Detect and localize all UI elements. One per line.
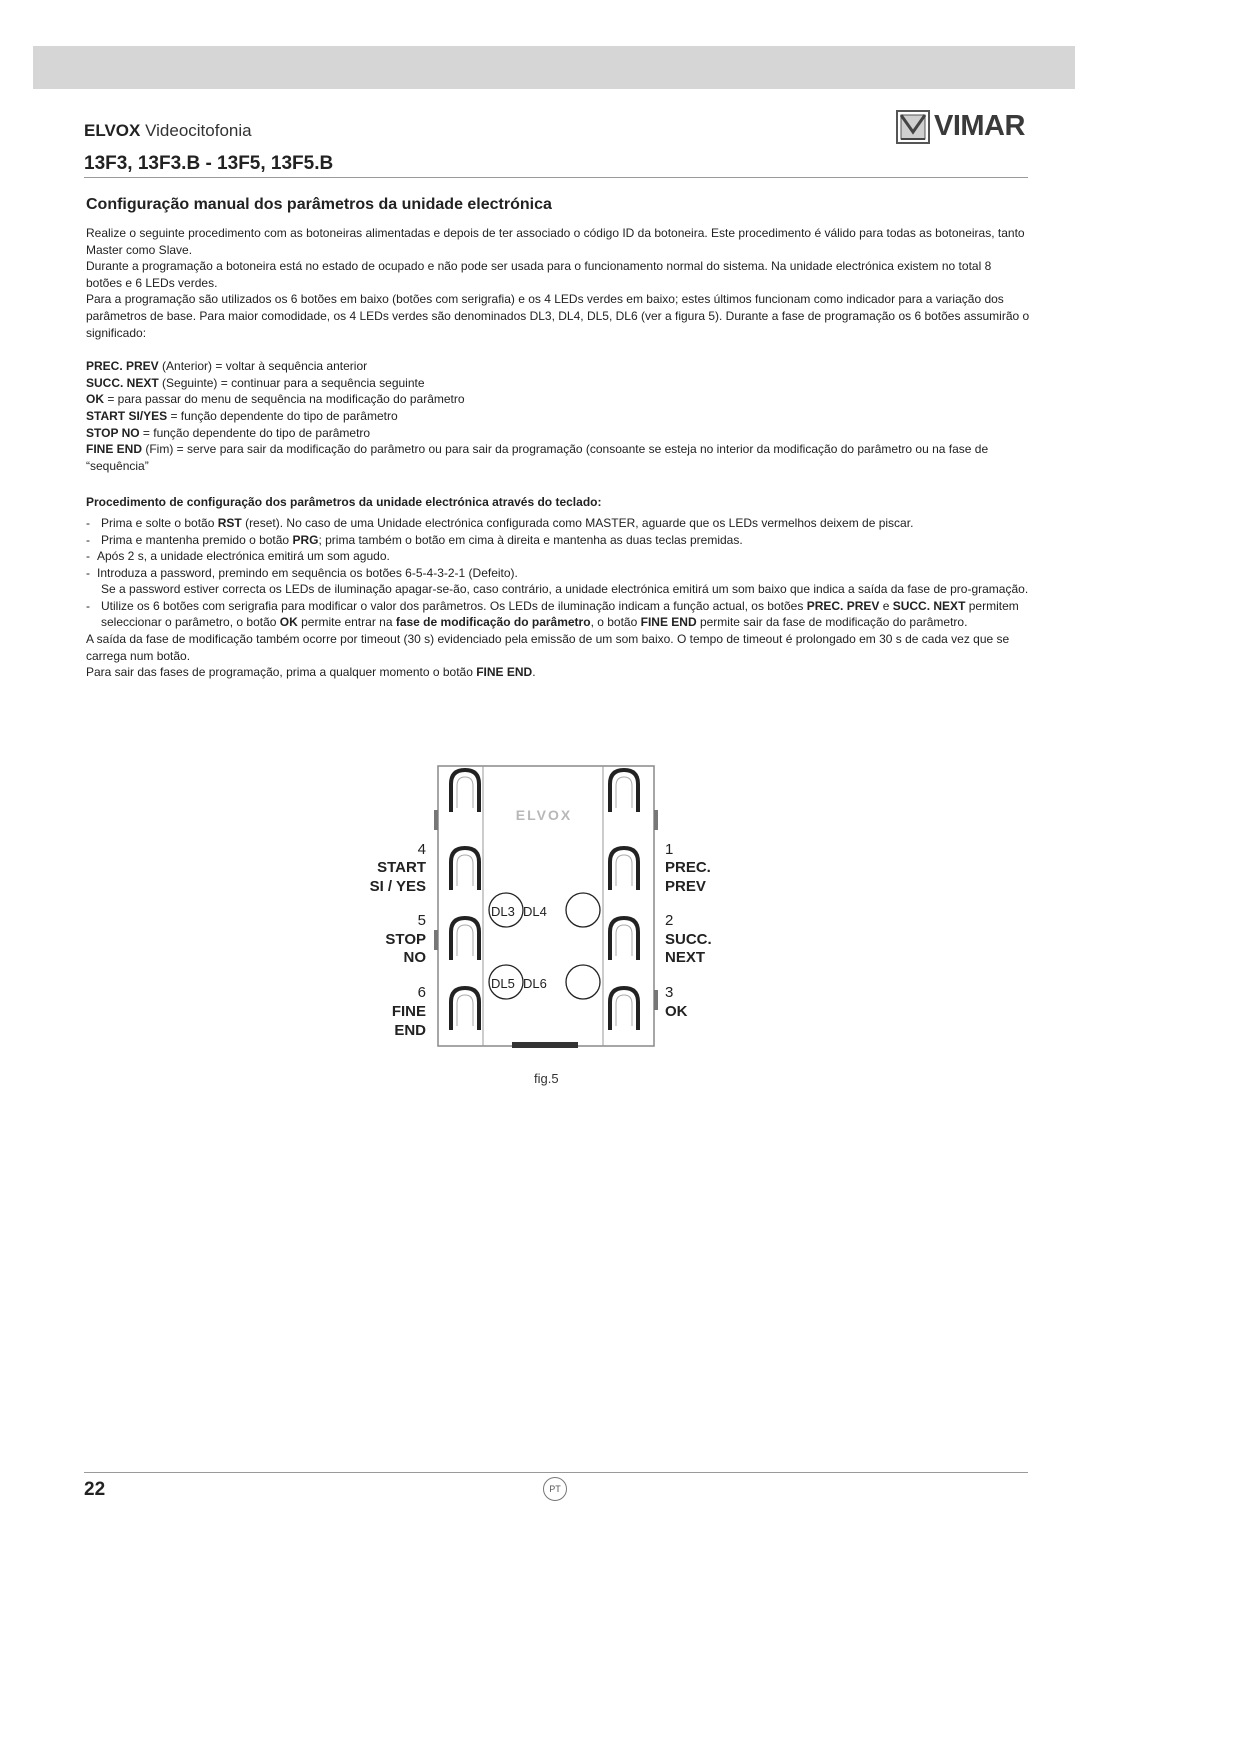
key-next: SUCC. NEXT (Seguinte) = continuar para a sequência seguinte	[86, 375, 425, 390]
page-number: 22	[84, 1479, 106, 1500]
keypad-figure	[340, 760, 760, 1060]
label-2-line1: SUCC.	[665, 931, 712, 948]
model-title: 13F3, 13F3.B - 13F5, 13F5.B	[84, 153, 334, 174]
right-clip-bottom	[654, 990, 658, 1010]
brand-product: Videocitofonia	[140, 121, 252, 140]
label-6-line2: END	[394, 1022, 426, 1039]
label-5-line1: STOP	[385, 931, 426, 948]
step-4-continuation: Se a password estiver correcta os LEDs de iluminação apagar-se-ão, caso contrário, a unidade electrónica emitirá um som baixo que indica a saída da fase de pro-gramação.	[101, 582, 1029, 597]
label-4-num: 4	[417, 841, 426, 858]
intro-paragraph-2: Durante a programação a botoneira está no estado de ocupado e não pode ser usada para o funcionamento normal do sistema. Na unidade electrónica existem no total 8 botões e 6 LEDs verdes.	[86, 259, 992, 290]
left-clip-mid	[434, 930, 438, 950]
header-divider	[84, 177, 1028, 178]
step-3: - Após 2 s, a unidade electrónica emitirá um som agudo.	[86, 549, 390, 564]
footer-divider	[84, 1472, 1028, 1473]
label-6-line1: FINE	[391, 1003, 426, 1020]
key-prev: PREC. PREV (Anterior) = voltar à sequência anterior	[86, 359, 368, 374]
step-1: - Prima e solte o botão RST (reset). No caso de uma Unidade electrónica configurada como MASTER, aguarde que os LEDs vermelhos deixem de piscar.	[86, 515, 914, 530]
procedure-steps	[86, 515, 1030, 631]
bottom-connector	[512, 1042, 578, 1048]
vimar-logo	[896, 110, 1030, 144]
top-banner	[33, 46, 1075, 89]
intro-paragraph-3: Para a programação são utilizados os 6 botões em baixo (botões com serigrafia) e os 4 LEDs verdes em baixo; estes últimos funcionam como indicador para a variação dos parâmetros de base. Para maior comodidade, os 4 LEDs verdes são denominados DL3, DL4, DL5, DL6 (ver a figura 5). Durante a fase de programação os 6 botões assumirão o significado:	[86, 292, 1030, 340]
right-clip-top	[654, 810, 658, 830]
label-6-num: 6	[417, 984, 426, 1001]
label-5-num: 5	[417, 912, 426, 929]
label-4-line1: START	[377, 859, 426, 876]
step-2: - Prima e mantenha premido o botão PRG; prima também o botão em cima à direita e mantenha as duas teclas premidas.	[86, 532, 743, 547]
label-dl6: DL6	[523, 976, 547, 991]
logo-text: VIMAR	[934, 110, 1025, 142]
language-badge: PT	[543, 1477, 567, 1501]
step-4: - Introduza a password, premindo em sequência os botões 6-5-4-3-2-1 (Defeito).	[86, 565, 518, 580]
intro-paragraph-1: Realize o seguinte procedimento com as botoneiras alimentadas e depois de ter associado o código ID da botoneira. Este procedimento é válido para todas as botoneiras, tanto Master como Slave.	[86, 226, 1025, 257]
key-definitions	[86, 358, 1030, 474]
label-2-line2: NEXT	[665, 949, 706, 966]
body-text	[86, 225, 1030, 681]
procedure-title: Procedimento de configuração dos parâmetros da unidade electrónica através do teclado:	[86, 495, 602, 510]
label-2-num: 2	[665, 912, 674, 929]
label-1-line1: PREC.	[665, 859, 711, 876]
panel-brand: ELVOX	[515, 807, 573, 823]
label-3-num: 3	[665, 984, 674, 1001]
label-3-line1: OK	[665, 1003, 688, 1020]
key-stop: STOP NO = função dependente do tipo de parâmetro	[86, 425, 371, 440]
left-clip-top	[434, 810, 438, 830]
exit-note: Para sair das fases de programação, prima a qualquer momento o botão FINE END.	[86, 665, 536, 680]
figure-caption: fig.5	[534, 1071, 559, 1086]
label-1-num: 1	[665, 841, 674, 858]
label-5-line2: NO	[403, 949, 426, 966]
key-fine: FINE END (Fim) = serve para sair da modificação do parâmetro ou para sair da programação (consoante se esteja no interior da modificação do parâmetro ou na fase de “sequência”	[86, 442, 989, 473]
timeout-note: A saída da fase de modificação também ocorre por timeout (30 s) evidenciado pela emissão de um som baixo. O tempo de timeout é prolongado em 30 s de cada vez que se carrega num botão.	[86, 632, 1010, 663]
brand-line	[84, 121, 252, 141]
label-4-line2: SI / YES	[369, 878, 426, 895]
label-dl5: DL5	[491, 976, 515, 991]
key-start: START SI/YES = função dependente do tipo de parâmetro	[86, 408, 398, 423]
label-dl4: DL4	[523, 904, 547, 919]
label-dl3: DL3	[491, 904, 515, 919]
step-5: - Utilize os 6 botões com serigrafia para modificar o valor dos parâmetros. Os LEDs de iluminação indicam a função actual, os botões PREC. PREV e SUCC. NEXT permitem seleccionar o parâmetro, o botão OK permite entrar na fase de modificação do parâmetro, o botão FINE END permite sair da fase de modificação do parâmetro.	[86, 598, 1019, 630]
label-1-line2: PREV	[665, 878, 706, 895]
vimar-logo-icon	[896, 110, 930, 144]
key-ok: OK = para passar do menu de sequência na modificação do parâmetro	[86, 392, 465, 407]
section-title: Configuração manual dos parâmetros da unidade electrónica	[86, 196, 552, 213]
brand-name: ELVOX	[84, 121, 141, 140]
